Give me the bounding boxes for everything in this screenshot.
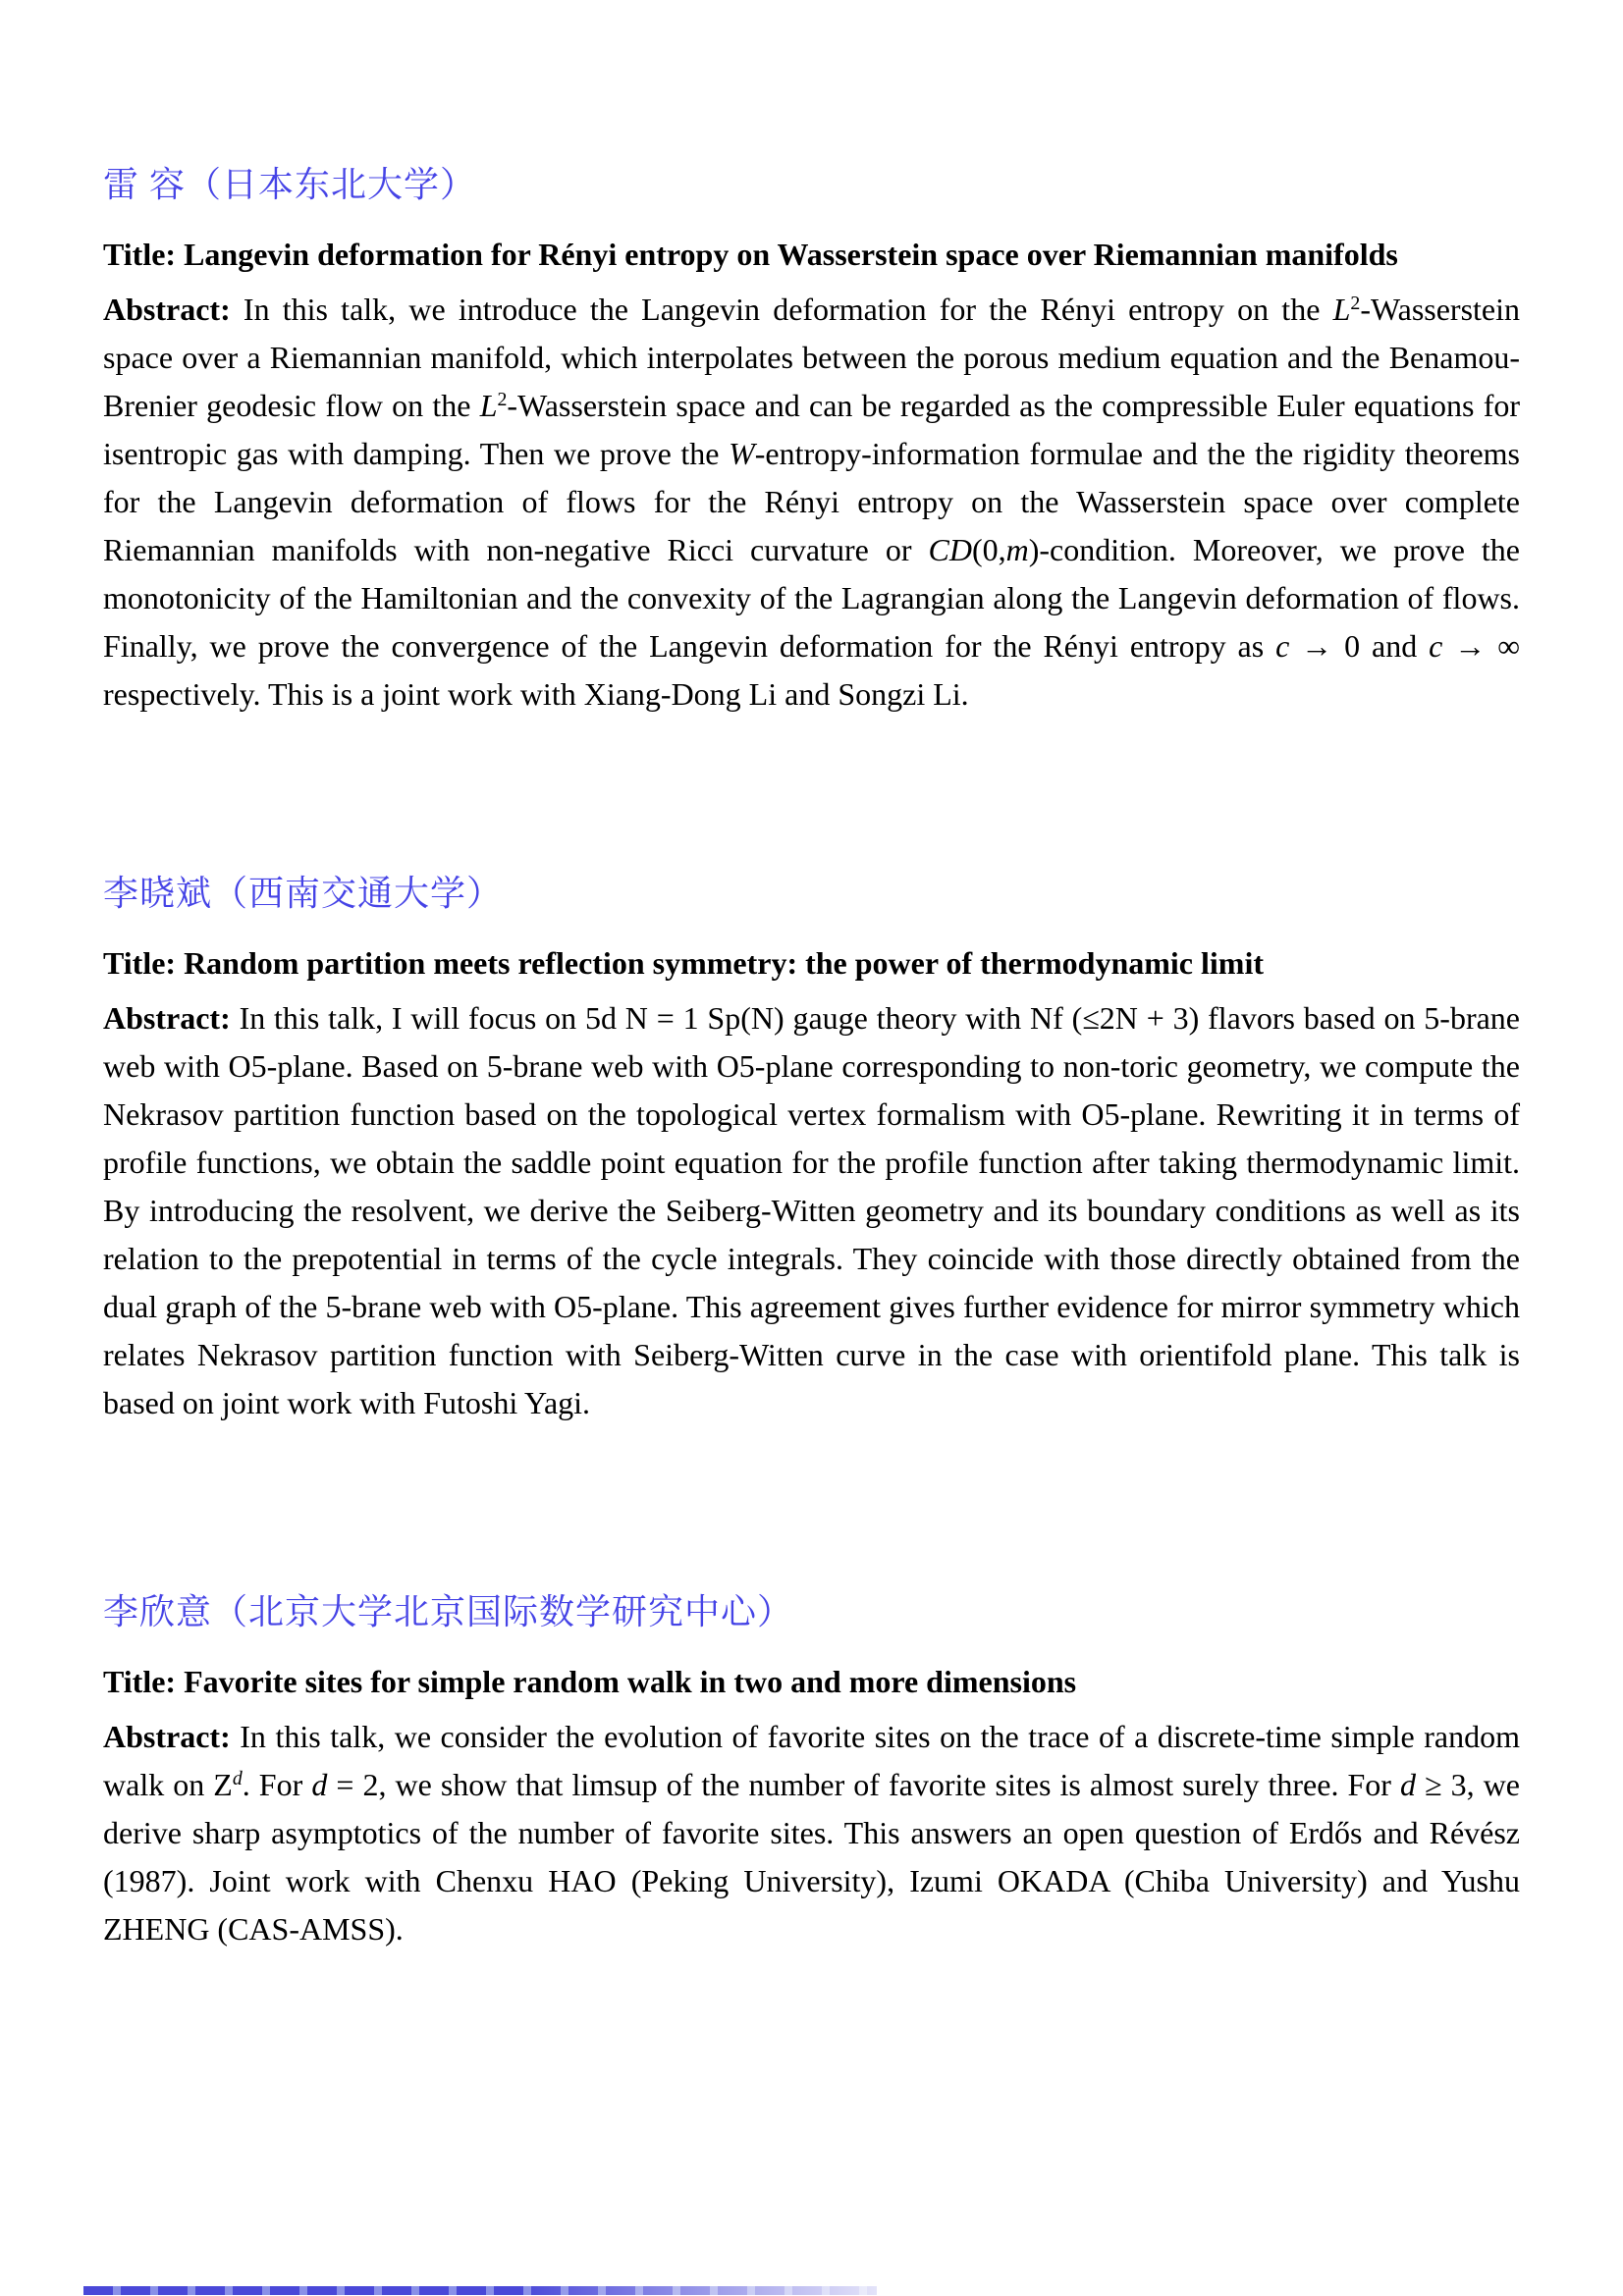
talk-abstract: Abstract: In this talk, I will focus on 5d N = 1 Sp(N) gauge theory with Nf (≤2N + 3) flavors based on 5-brane web with O5-plane. Based on 5-brane web with O5-plane corresponding to non-toric geometry, we compute the Nekrasov partition function based on the topological vertex formalism with O5-plane. Rewriting it in terms of profile functions, we obtain the saddle point equation for the profile function after taking thermodynamic limit. By introducing the resolvent, we derive the Seiberg-Witten geometry and its boundary conditions as well as its relation to the prepotential in terms of the cycle integrals. They coincide with those directly obtained from the dual graph of the 5-brane web with O5-plane. This agreement gives further evidence for mirror symmetry which relates Nekrasov partition function with Seiberg-Witten curve in the case with orientifold plane. This talk is based on joint work with Futoshi Yagi. bbox=[103, 1000, 1521, 1420]
abstract-section-2 bbox=[103, 869, 1520, 1427]
speaker-heading: 李晓斌（西南交通大学） bbox=[103, 874, 504, 913]
talk-abstract: Abstract: In this talk, we introduce the Langevin deformation for the Rényi entropy on the $L^2$-Wasserstein space over a Riemannian manifold, which interpolates between the porous medium equation and the Benamou-Brenier geodesic flow on the $L^2$-Wasserstein space and can be regarded as the compressible Euler equations for isentropic gas with damping. Then we prove the W-entropy-information formulae and the the rigidity theorems for the Langevin deformation of flows for the Rényi entropy on the Wasserstein space over complete Riemannian manifolds with non-negative Ricci curvature or CD(0,m)-condition. Moreover, we prove the monotonicity of the Hamiltonian and the convexity of the Lagrangian along the Langevin deformation of flows. Finally, we prove the convergence of the Langevin deformation for the Rényi entropy as c → 0 and c → ∞ respectively. This is a joint work with Xiang-Dong Li and Songzi Li. bbox=[103, 292, 1521, 712]
next-page-heading-cutoff bbox=[83, 2286, 877, 2295]
page-content bbox=[103, 0, 1520, 1953]
talk-title: Title: Random partition meets reflection symmetry: the power of thermodynamic limit bbox=[103, 945, 1264, 981]
abstract-section-3 bbox=[103, 1587, 1520, 1953]
speaker-heading: 李欣意（北京大学北京国际数学研究中心） bbox=[103, 1592, 794, 1631]
talk-title: Title: Langevin deformation for Rényi entropy on Wasserstein space over Riemannian manifolds bbox=[103, 237, 1398, 272]
speaker-heading: 雷 容（日本东北大学） bbox=[103, 165, 477, 204]
abstract-section-1 bbox=[103, 0, 1520, 719]
talk-title: Title: Favorite sites for simple random walk in two and more dimensions bbox=[103, 1664, 1077, 1699]
talk-abstract: Abstract: In this talk, we consider the evolution of favorite sites on the trace of a discrete-time simple random walk on $Z^d$. For d = 2, we show that limsup of the number of favorite sites is almost surely three. For d ≥ 3, we derive sharp asymptotics of the number of favorite sites. This answers an open question of Erdős and Révész (1987). Joint work with Chenxu HAO (Peking University), Izumi OKADA (Chiba University) and Yushu ZHENG (CAS-AMSS). bbox=[103, 1719, 1521, 1947]
